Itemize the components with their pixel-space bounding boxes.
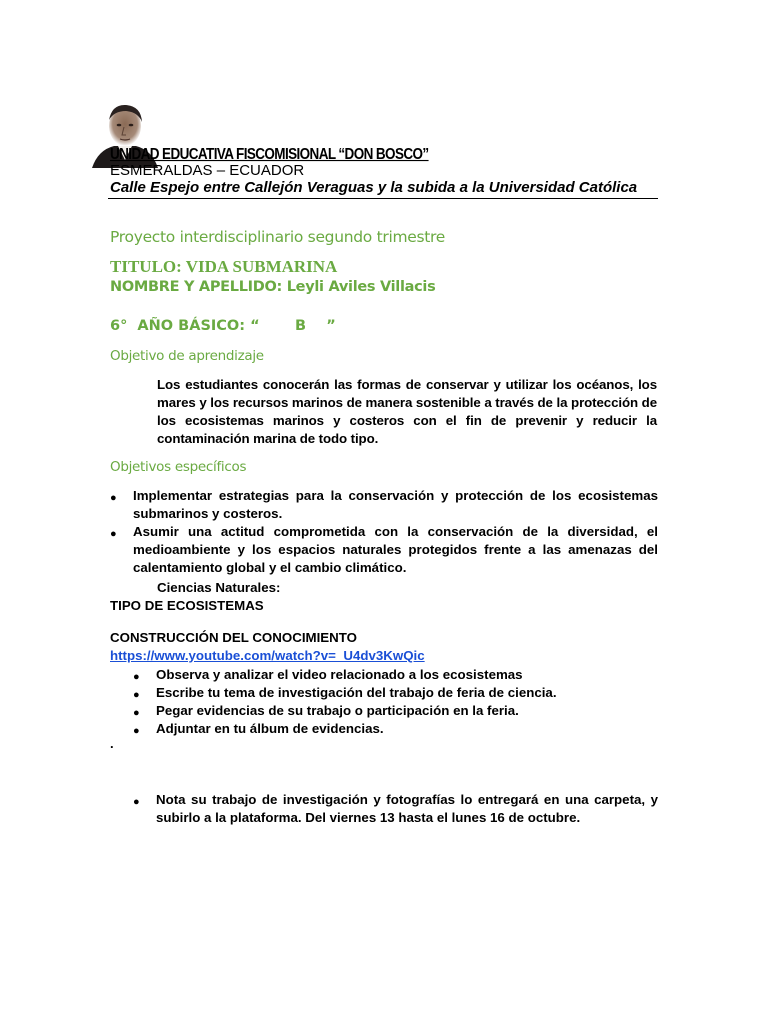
list-item xyxy=(110,523,658,577)
project-title: TITULO: VIDA SUBMARINA xyxy=(110,257,338,276)
bullet-icon: ● xyxy=(133,725,140,737)
bullet-icon: ● xyxy=(133,707,140,719)
topic-label: TIPO DE ECOSISTEMAS xyxy=(110,598,264,613)
list-item xyxy=(133,666,653,684)
list-item xyxy=(133,702,653,720)
header-divider xyxy=(108,198,658,199)
note-list xyxy=(133,791,658,827)
specific-objectives-heading: Objetivos específicos xyxy=(110,459,247,475)
construction-task-list xyxy=(133,666,653,738)
specific-objectives-list xyxy=(110,487,658,577)
grade-line: 6° AÑO BÁSICO: “ B ” xyxy=(110,318,336,334)
subject-label: Ciencias Naturales: xyxy=(157,580,281,595)
school-address: Calle Espejo entre Callejón Veraguas y la subida a la Universidad Católica xyxy=(110,179,638,196)
list-item xyxy=(133,720,653,738)
school-name: UNIDAD EDUCATIVA FISCOMISIONAL “DON BOSCO” xyxy=(110,145,429,163)
list-item-text: Pegar evidencias de su trabajo o participación en la feria. xyxy=(156,703,519,718)
bullet-icon: ● xyxy=(110,528,117,540)
learning-objective-heading: Objetivo de aprendizaje xyxy=(110,348,264,364)
list-item-text: Asumir una actitud comprometida con la conservación de la diversidad, el medioambiente y los espacios naturales protegidos frente a las amenazas del calentamiento global y el cambio climático. xyxy=(133,524,658,575)
list-item-text: Nota su trabajo de investigación y fotografías lo entregará en una carpeta, y subirlo a la plataforma. Del viernes 13 hasta el lunes 16 de octubre. xyxy=(156,792,658,825)
list-item xyxy=(110,487,658,523)
school-city: ESMERALDAS – ECUADOR xyxy=(110,162,305,179)
bullet-icon: ● xyxy=(110,492,117,504)
list-item-text: Adjuntar en tu álbum de evidencias. xyxy=(156,721,384,736)
student-name: NOMBRE Y APELLIDO: Leyli Aviles Villacis xyxy=(110,279,436,295)
stray-period: . xyxy=(110,736,114,751)
construction-heading: CONSTRUCCIÓN DEL CONOCIMIENTO xyxy=(110,630,357,645)
bullet-icon: ● xyxy=(133,796,140,808)
video-link[interactable]: https://www.youtube.com/watch?v=_U4dv3KwQic xyxy=(110,648,425,663)
list-item-text: Observa y analizar el video relacionado a los ecosistemas xyxy=(156,667,523,682)
learning-objective-text: Los estudiantes conocerán las formas de conservar y utilizar los océanos, los mares y los recursos marinos de manera sostenible a través de la protección de los ecosistemas marinos y costeros con el fin de prevenir y reducir la contaminación marina de todo tipo. xyxy=(157,377,657,446)
list-item-text: Escribe tu tema de investigación del trabajo de feria de ciencia. xyxy=(156,685,557,700)
list-item-text: Implementar estrategias para la conservación y protección de los ecosistemas submarinos y costeros. xyxy=(133,488,658,521)
project-heading: Proyecto interdisciplinario segundo trimestre xyxy=(110,228,446,246)
bullet-icon: ● xyxy=(133,689,140,701)
bullet-icon: ● xyxy=(133,671,140,683)
list-item xyxy=(133,684,653,702)
list-item xyxy=(133,791,658,827)
